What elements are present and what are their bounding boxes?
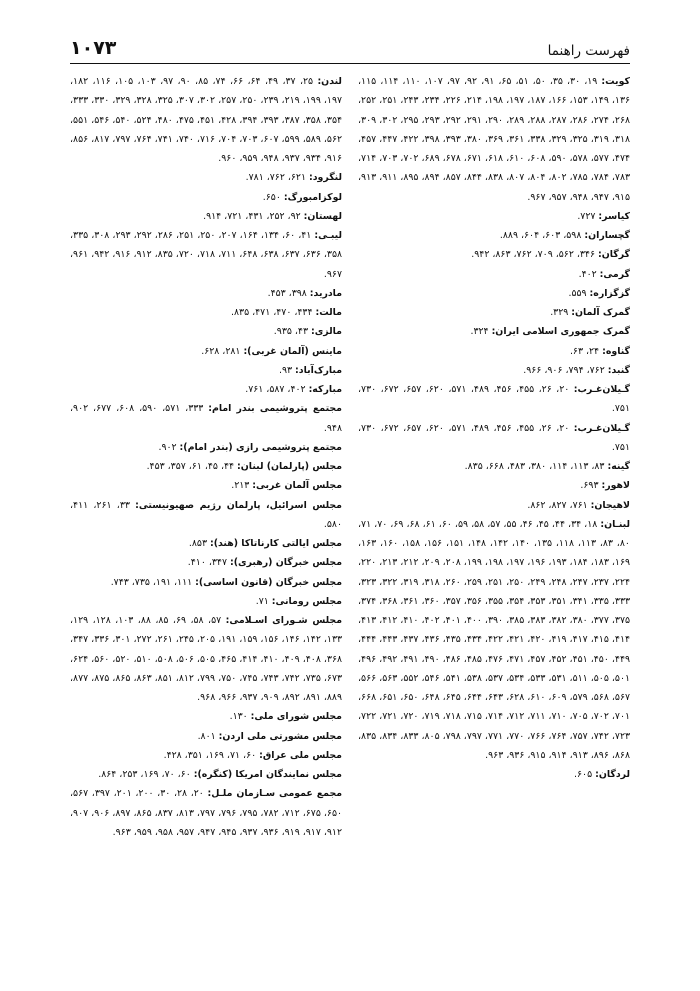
- index-entry: [70, 303, 342, 322]
- index-page-refs: ۳۲۹.: [550, 307, 569, 318]
- index-term: لیبـی:: [314, 230, 342, 241]
- index-term: لاهور:: [601, 480, 630, 492]
- index-term: مالزی:: [310, 326, 342, 338]
- index-column-right: [358, 72, 630, 784]
- index-page-refs: ۸۰۱.: [197, 730, 216, 742]
- index-page-refs: ۵۷، ۵۸، ۶۹، ۸۵، ۸۸، ۱۰۳، ۱۲۸، ۱۲۹، ۱۳۳، ۱۴۲، ۱۴۶، ۱۵۶، ۱۵۹، ۱۹۱، ۲۰۵، ۲۴۵، ۲۶۱، ۲۷۲، ۳۰۱، ۳۳۶، ۳۴۷، ۳۶۸، ۴۰۸، ۴۰۹، ۴۱۰، ۴۱۴، ۴۶۵، ۵۰۵، ۵۰۶، ۵۰۸، ۵۱۰، ۵۲۰، ۵۶۰، ۶۲۴، ۶۷۳، ۷۳۵، ۷۴۲، ۷۴۳، ۷۴۵، ۷۵۰، ۷۹۹، ۸۱۲، ۸۵۱، ۸۶۳، ۸۶۵، ۸۷۵، ۸۷۷، ۸۸۹، ۸۹۱، ۸۹۲، ۹۰۹، ۹۳۷، ۹۶۶، ۹۶۸.: [70, 615, 343, 703]
- running-title: فهرست راهنما: [547, 43, 630, 59]
- index-page-refs: ۴۳۴، ۴۷۰، ۴۷۱، ۸۳۵.: [231, 307, 313, 318]
- index-page-refs: ۱۱۱، ۱۹۱، ۷۳۵، ۷۴۳.: [110, 576, 193, 588]
- index-term: گمرک جمهوری اسلامی ایران:: [491, 326, 630, 338]
- index-page-refs: ۲۴، ۶۳.: [569, 345, 600, 357]
- index-page-refs: ۴۰۲.: [578, 268, 597, 280]
- index-entry: [70, 592, 342, 611]
- index-entry: [358, 303, 630, 322]
- index-page-refs: ۶۰، ۷۰، ۱۶۹، ۲۵۳، ۸۶۴.: [98, 769, 191, 780]
- index-page-refs: ۲۰، ۲۶، ۴۵۵، ۴۵۶، ۴۸۹، ۵۷۱، ۶۲۰، ۶۵۷، ۶۷۲، ۷۳۰، ۷۵۱.: [358, 384, 630, 415]
- index-page-refs: ۹۰۲.: [158, 441, 177, 453]
- index-page-refs: ۵۵۹.: [568, 287, 587, 299]
- index-term: مجتمع پتروشیمی رازی (بندر امام):: [179, 441, 342, 453]
- index-page-refs: ۶۹۳.: [580, 480, 599, 492]
- index-term: گزگزاره:: [589, 287, 630, 299]
- index-entry: [70, 707, 342, 726]
- index-term: مجتمع پتروشیمی بندر امام:: [208, 403, 342, 415]
- index-page-refs: ۹۳.: [278, 364, 293, 376]
- index-page-refs: ۶۲۱، ۷۶۲، ۷۸۱.: [245, 172, 306, 184]
- index-term: مجمع عمومی سـازمان ملـل:: [207, 788, 343, 800]
- index-entry: [70, 496, 342, 535]
- index-page-refs: ۱۸، ۳۴، ۴۴، ۴۵، ۴۶، ۵۵، ۵۷، ۵۸، ۵۹، ۶۰، ۶۱، ۶۸، ۶۹، ۷۰، ۷۱، ۸۰، ۸۳، ۱۱۳، ۱۱۸، ۱۳۵، ۱۴۰، ۱۴۲، ۱۴۸، ۱۵۱، ۱۵۶، ۱۵۸، ۱۶۰، ۱۶۳، ۱۶۹، ۱۸۳، ۱۸۴، ۱۹۳، ۱۹۶، ۱۹۷، ۱۹۸، ۱۹۹، ۲۰۸، ۲۰۹، ۲۱۲، ۲۱۳، ۲۲۰، ۲۲۴، ۲۳۷، ۲۴۷، ۲۴۸، ۲۴۹، ۲۵۰، ۲۵۱، ۲۵۹، ۲۶۰، ۳۱۸، ۳۱۹، ۳۲۲، ۳۲۳، ۳۳۳، ۳۳۵، ۳۴۱، ۳۵۱، ۳۵۳، ۳۵۴، ۳۵۵، ۳۵۶، ۳۵۷، ۳۶۰، ۳۶۱، ۳۶۸، ۳۷۴، ۳۷۵، ۳۷۷، ۳۸۰، ۳۸۲، ۳۸۳، ۳۸۵، ۳۹۰، ۴۰۰، ۴۰۱، ۴۰۲، ۴۱۰، ۴۱۲، ۴۱۳، ۴۱۴، ۴۱۵، ۴۱۷، ۴۱۹، ۴۲۰، ۴۲۱، ۴۲۲، ۴۳۴، ۴۳۵، ۴۳۶، ۴۳۷، ۴۴۳، ۴۴۴، ۴۴۹، ۴۵۰، ۴۵۱، ۴۵۲، ۴۵۷، ۴۷۱، ۴۷۶، ۴۸۵، ۴۸۶، ۴۹۰، ۴۹۱، ۴۹۲، ۴۹۶، ۵۰۱، ۵۰۵، ۵۱۱، ۵۳۱، ۵۳۳، ۵۳۴، ۵۳۷، ۵۳۸، ۵۴۱، ۵۴۶، ۵۵۲، ۵۶۳، ۵۶۶، ۵۶۷، ۵۶۸، ۵۷۹، ۶۰۹، ۶۱۰، ۶۲۸، ۶۴۳، ۶۴۴، ۶۴۵، ۶۴۸، ۶۵۰، ۶۵۱، ۶۶۸، ۷۰۱، ۷۰۲، ۷۰۵، ۷۱۰، ۷۱۱، ۷۱۲، ۷۱۴، ۷۱۵، ۷۱۸، ۷۱۹، ۷۲۰، ۷۲۱، ۷۲۲، ۷۲۳، ۷۴۲، ۷۵۷، ۷۶۴، ۷۶۶، ۷۷۰، ۷۷۱، ۷۹۷، ۷۹۸، ۸۰۵، ۸۳۳، ۸۳۴، ۸۳۵، ۸۶۸، ۸۹۶، ۹۱۳، ۹۱۴، ۹۱۵، ۹۳۶، ۹۶۳.: [358, 518, 631, 761]
- index-entry: [358, 765, 630, 784]
- index-page-refs: ۱۳۰.: [229, 711, 248, 723]
- index-entry: [358, 457, 630, 476]
- index-page-refs: ۴۱، ۶۰، ۱۳۴، ۱۶۴، ۲۰۷، ۲۵۰، ۲۵۱، ۲۸۶، ۲۹۲، ۲۹۳، ۳۰۸، ۳۳۵، ۳۵۸، ۶۳۶، ۶۳۷، ۶۳۸، ۶۴۸، ۷۱۱، ۷۱۸، ۷۲۰، ۸۳۵، ۹۱۲، ۹۱۶، ۹۴۲، ۹۶۱، ۹۶۷.: [70, 230, 343, 280]
- index-entry: [70, 284, 342, 303]
- index-term: مجلس شورای ملی:: [250, 711, 342, 723]
- index-term: ماینس (آلمان غربی):: [243, 345, 342, 357]
- index-term: مبارکه:: [308, 384, 342, 395]
- index-term: مجلس مشورتی ملی اردن:: [218, 730, 342, 742]
- index-term: مادرید:: [309, 287, 342, 299]
- index-term: لنگرود:: [308, 172, 342, 184]
- index-entry: [70, 573, 342, 592]
- index-term: گچساران:: [584, 230, 630, 241]
- index-entry: [70, 322, 342, 341]
- index-entry: [358, 496, 630, 515]
- index-entry: [70, 553, 342, 572]
- index-entry: [358, 342, 630, 361]
- index-page-refs: ۷۶۱، ۸۲۷، ۸۶۲.: [527, 499, 588, 511]
- index-entry: [358, 380, 630, 419]
- index-entry: [70, 72, 342, 168]
- index-page-refs: ۳۲۴.: [470, 326, 489, 338]
- index-term: کویت:: [601, 76, 630, 87]
- index-entry: [358, 245, 630, 264]
- index-page-refs: ۷۲۷.: [577, 210, 596, 222]
- index-entry: [358, 515, 630, 765]
- index-entry: [70, 342, 342, 361]
- index-page-refs: ۲۸۱، ۶۲۸.: [201, 345, 241, 357]
- index-term: لاهیجان:: [590, 499, 630, 511]
- index-term: لبنـان:: [600, 518, 630, 530]
- index-page-refs: ۲۵، ۳۷، ۴۹، ۶۴، ۶۶، ۷۴، ۸۵، ۹۰، ۹۷، ۱۰۳، ۱۰۵، ۱۱۶، ۱۸۲، ۱۹۷، ۱۹۹، ۲۱۹، ۲۳۹، ۲۵۰، ۲۵۷، ۳۰۲، ۳۰۷، ۳۲۵، ۳۲۸، ۳۲۹، ۳۳۰، ۳۳۳، ۳۵۴، ۳۵۸، ۳۸۷، ۳۹۳، ۳۹۴، ۴۲۸، ۴۵۱، ۴۷۵، ۴۸۰، ۵۲۴، ۵۴۰، ۵۴۶، ۵۵۱، ۵۶۲، ۵۸۹، ۵۹۹، ۶۰۷، ۷۰۳، ۷۰۴، ۷۱۶، ۷۴۰، ۷۴۱، ۷۶۴، ۷۹۷، ۸۱۷، ۸۵۶، ۹۱۶، ۹۳۴، ۹۳۷، ۹۴۸، ۹۵۹، ۹۶۰.: [70, 76, 343, 164]
- index-term: لهستان:: [303, 210, 342, 222]
- index-page-refs: ۳۳۳، ۵۷۱، ۵۹۰، ۶۰۸، ۶۷۷، ۹۰۲، ۹۴۸.: [70, 403, 342, 434]
- index-page-refs: ۸۳، ۱۱۳، ۱۱۴، ۳۸۰، ۴۸۳، ۶۶۸، ۸۳۵.: [464, 461, 605, 472]
- index-entry: [70, 784, 342, 842]
- index-page-refs: ۳۳، ۲۶۱، ۴۱۱، ۵۸۰.: [70, 499, 342, 530]
- index-term: گـیلان‌غـرب:: [573, 384, 630, 395]
- index-term: لردگان:: [595, 769, 630, 780]
- index-term: مجلس آلمان غربی:: [252, 480, 342, 492]
- index-entry: [70, 534, 342, 553]
- index-term: گـیلان‌غـرب:: [573, 422, 630, 434]
- index-term: گنبد:: [607, 364, 630, 376]
- index-term: مجلس خبرگان (قانون اساسی):: [195, 576, 342, 588]
- index-entry: [358, 284, 630, 303]
- index-term: مجلس اسرائیل، پارلمان رژیم صهیونیستی:: [135, 499, 342, 511]
- index-entry: [358, 72, 630, 207]
- index-entry: [70, 457, 342, 476]
- index-entry: [70, 168, 342, 187]
- index-page-refs: ۴۳، ۹۳۵.: [273, 326, 308, 338]
- index-column-left: [70, 72, 342, 842]
- index-term: مجلس رومانی:: [271, 595, 342, 607]
- index-term: کیاسر:: [598, 210, 630, 222]
- index-entry: [358, 476, 630, 495]
- index-entry: [70, 399, 342, 438]
- index-term: گینه:: [607, 461, 630, 472]
- index-entry: [358, 322, 630, 341]
- index-term: مجلس نمایندگان امریکا (کنگره):: [193, 769, 342, 780]
- page-header: [70, 34, 630, 64]
- index-page-refs: ۶۰۵.: [574, 769, 593, 780]
- index-entry: [358, 361, 630, 380]
- index-page-refs: ۹۲، ۲۵۲، ۴۳۱، ۷۲۱، ۹۱۴.: [203, 210, 301, 222]
- index-entry: [70, 188, 342, 207]
- index-page-refs: ۶۵۰.: [262, 191, 281, 203]
- index-entry: [70, 746, 342, 765]
- index-entry: [358, 265, 630, 284]
- index-page-refs: ۲۰، ۲۸، ۳۰، ۲۰۰، ۲۰۱، ۳۹۷، ۵۶۷، ۶۵۰، ۶۷۵، ۷۱۲، ۷۸۲، ۷۹۵، ۷۹۶، ۷۹۷، ۸۱۳، ۸۳۷، ۸۶۵، ۸۹۷، ۹۰۶، ۹۰۷، ۹۱۲، ۹۱۷، ۹۱۹، ۹۳۶، ۹۳۷، ۹۴۵، ۹۴۷، ۹۵۷، ۹۵۸، ۹۵۹، ۹۶۳.: [70, 788, 343, 838]
- index-entry: [70, 765, 342, 784]
- index-page-refs: ۸۵۳.: [188, 538, 207, 549]
- index-term: لوکزامبورگ:: [283, 191, 342, 203]
- index-entry: [70, 611, 342, 707]
- index-page-refs: ۳۴۷، ۴۱۰.: [187, 557, 227, 569]
- index-page-refs: ۴۰۲، ۵۸۷، ۷۶۱.: [245, 384, 306, 395]
- index-entry: [70, 727, 342, 746]
- index-term: مجلس ایالتی کارناتاکا (هند):: [209, 538, 342, 549]
- index-term: مبارک‌آباد:: [295, 364, 342, 376]
- index-page-refs: ۲۰، ۲۶، ۴۵۵، ۴۵۶، ۴۸۹، ۵۷۱، ۶۲۰، ۶۵۷، ۶۷۲، ۷۳۰، ۷۵۱.: [358, 422, 630, 453]
- index-entry: [358, 419, 630, 458]
- index-term: مجلس خبرگان (رهبری):: [229, 557, 342, 569]
- index-page-refs: ۳۹۸، ۴۵۳.: [267, 287, 307, 299]
- index-page-refs: ۱۹، ۳۰، ۳۵، ۵۰، ۵۱، ۶۵، ۹۱، ۹۲، ۹۷، ۱۰۷، ۱۱۰، ۱۱۴، ۱۱۵، ۱۳۶، ۱۴۹، ۱۵۳، ۱۶۶، ۱۸۷، ۱۹۷، ۱۹۸، ۲۱۴، ۲۲۶، ۲۳۴، ۲۴۳، ۲۵۱، ۲۵۲، ۲۶۸، ۲۷۴، ۲۸۶، ۲۸۷، ۲۸۸، ۲۸۹، ۲۹۰، ۲۹۱، ۲۹۲، ۲۹۳، ۲۹۵، ۳۰۲، ۳۰۹، ۳۱۸، ۳۱۹، ۳۲۵، ۳۲۹، ۳۳۸، ۳۶۱، ۳۶۹، ۳۸۰، ۳۹۳، ۳۹۸، ۴۲۲، ۴۴۷، ۴۵۷، ۴۷۴، ۵۷۷، ۵۷۸، ۵۹۰، ۶۰۸، ۶۱۰، ۶۱۸، ۶۷۱، ۶۷۸، ۶۸۹، ۷۰۲، ۷۰۳، ۷۱۴، ۷۸۳، ۷۸۴، ۷۸۵، ۸۰۲، ۸۰۴، ۸۰۷، ۸۳۸، ۸۴۴، ۸۵۷، ۸۹۴، ۸۹۵، ۹۱۱، ۹۱۳، ۹۱۵، ۹۴۷، ۹۴۸، ۹۵۷، ۹۶۷.: [358, 76, 631, 203]
- index-term: گرگان:: [597, 249, 630, 261]
- index-page-refs: ۲۱۳.: [231, 480, 250, 492]
- index-page-refs: ۴۴، ۴۵، ۶۱، ۳۵۷، ۴۵۳.: [146, 461, 235, 472]
- index-term: مجلس شـورای اسـلامی:: [225, 615, 342, 626]
- index-entry: [358, 207, 630, 226]
- index-entry: [70, 476, 342, 495]
- index-page-refs: ۵۹۸، ۶۰۳، ۶۰۴، ۸۸۹.: [499, 230, 582, 241]
- index-page-refs: ۷۶۲، ۷۹۴، ۹۰۶، ۹۶۶.: [523, 364, 605, 376]
- index-page-refs: ۳۴۶، ۵۶۲، ۷۰۹، ۷۶۲، ۸۶۳، ۹۴۲.: [471, 249, 595, 261]
- index-term: لندن:: [317, 76, 342, 87]
- index-entry: [358, 226, 630, 245]
- page-number: ۱۰۷۳: [70, 37, 117, 59]
- index-term: مجلس (پارلمان) لبنان:: [237, 461, 342, 472]
- index-entry: [70, 361, 342, 380]
- index-term: گناوه:: [602, 345, 630, 357]
- index-term: گرمی:: [599, 268, 630, 280]
- index-term: مجلس ملی عراق:: [259, 749, 342, 761]
- index-entry: [70, 438, 342, 457]
- index-term: گمرک آلمان:: [571, 307, 630, 318]
- index-entry: [70, 207, 342, 226]
- index-term: مالت:: [315, 307, 342, 318]
- index-page-refs: ۷۱.: [255, 595, 269, 607]
- index-page-refs: ۶۰، ۷۱، ۱۶۹، ۳۵۱، ۴۲۸.: [163, 749, 257, 761]
- index-entry: [70, 380, 342, 399]
- index-entry: [70, 226, 342, 284]
